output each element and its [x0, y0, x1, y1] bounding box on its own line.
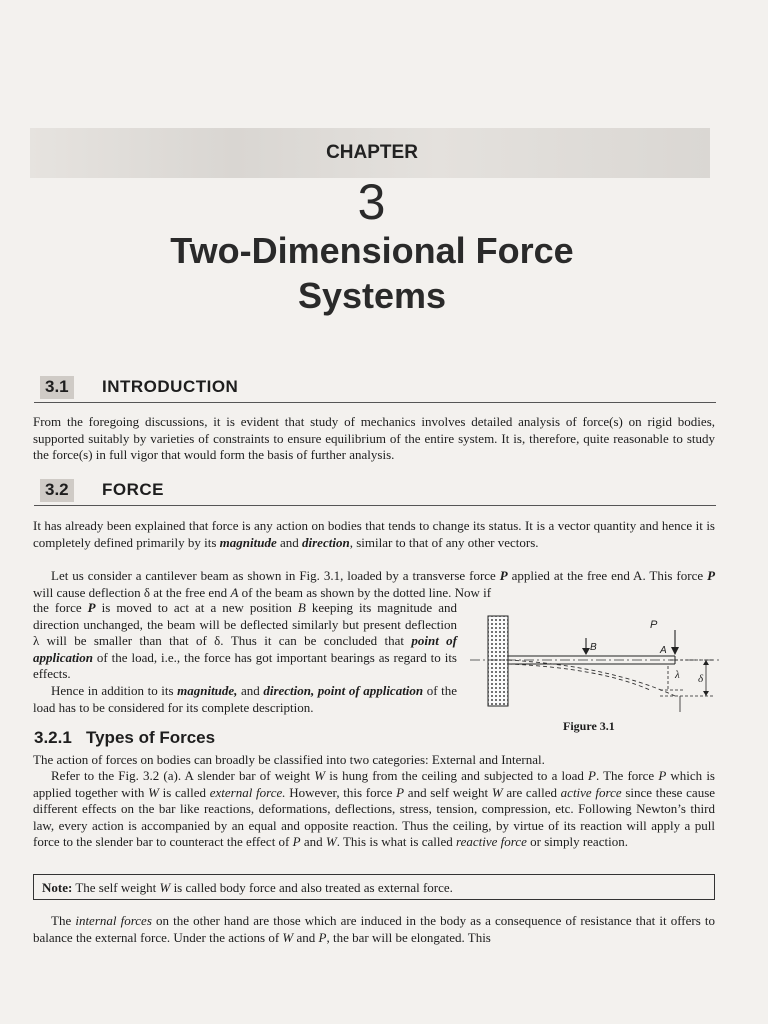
force-arrowhead-B	[582, 648, 590, 655]
chapter-title-line-1: Two-Dimensional Force	[170, 230, 574, 271]
label-B: B	[590, 642, 597, 653]
chapter-number: 3	[357, 174, 387, 230]
wall-support	[488, 616, 508, 706]
types-paragraph-3: The internal forces on the other hand are those which are induced in the body as a consequence of resistance that it offers to balance the external force. Under the actions of W and P, the bar will be elongated. This	[33, 913, 716, 945]
types-paragraph-1: The action of forces on bodies can broadly be classified into two categories: External and Internal.	[33, 752, 545, 767]
section-number: 3.1	[40, 376, 74, 399]
label-P: P	[650, 619, 658, 631]
subsection-heading-types-of-forces	[34, 728, 215, 748]
label-lambda: λ	[675, 669, 680, 681]
force-arrowhead-P	[671, 647, 679, 655]
section-title: INTRODUCTION	[102, 377, 239, 396]
cantilever-beam-figure	[470, 610, 720, 720]
note-label: Note:	[42, 880, 73, 895]
section-number: 3.2	[40, 479, 74, 502]
force-paragraph-1: It has already been explained that force is any action on bodies that tends to change its status. It is a vector quantity and hence it is completely defined primarily by its magnitude and direction, similar to that of any other vectors.	[33, 518, 715, 550]
deflection-curve-delta	[508, 660, 675, 696]
note-box: Note: The self weight W is called body force and also treated as external force.	[33, 874, 715, 900]
types-paragraph-2: Refer to the Fig. 3.2 (a). A slender bar of weight W is hung from the ceiling and subjected to a load P. The force P which is applied together with W is called external force. However, this force P and self weight W are called active force since these cause different effects on the bar like reactions, deformations, deflections, stress, tension, compression, etc. Following Newton’s third law, every action is accompanied by an equal and opposite reaction. Thus the ceiling, by virtue of its reaction will apply a pull force to the slender bar to counteract the effect of P and W. This is what is called reactive force or simply reaction.	[33, 768, 716, 849]
section-title: FORCE	[102, 480, 164, 499]
label-A: A	[660, 645, 667, 656]
force-paragraph-2: Let us consider a cantilever beam as shown in Fig. 3.1, loaded by a transverse force P applied at the free end A. This force P will cause deflection δ at the free end A of the beam as shown by the dotted line. Now if	[33, 568, 716, 600]
intro-paragraph: From the foregoing discussions, it is evident that study of mechanics involves detailed analysis of force(s) on rigid bodies, supported suitably by varieties of constraints to ensure equilibrium of the entire system. It is, therefore, quite reasonable to study the force(s) in full vigor that would form the basis of further analysis.	[33, 414, 715, 462]
chapter-title-line-2: Systems	[297, 275, 447, 316]
subsection-title: Types of Forces	[85, 728, 216, 747]
delta-arrowhead-top	[703, 660, 709, 665]
chapter-label: CHAPTER	[326, 142, 418, 163]
section-heading-introduction	[34, 372, 716, 403]
force-paragraph-4: Hence in addition to its magnitude, and direction, point of application of the load has to be considered for its complete description.	[33, 683, 457, 715]
delta-arrowhead-bottom	[703, 691, 709, 696]
section-heading-force	[34, 475, 716, 506]
subsection-number: 3.2.1	[34, 728, 72, 747]
figure-caption: Figure 3.1	[563, 719, 615, 733]
chapter-title	[0, 228, 744, 318]
label-delta: δ	[698, 673, 704, 685]
force-paragraph-3: the force P is moved to act at a new position B keeping its magnitude and direction unchanged, the beam will be deflected similarly but present deflection λ will be smaller than that of δ. Thus it can be concluded that point of application of the load, i.e., the force has got important bearings as regard to its effects.	[33, 600, 457, 681]
